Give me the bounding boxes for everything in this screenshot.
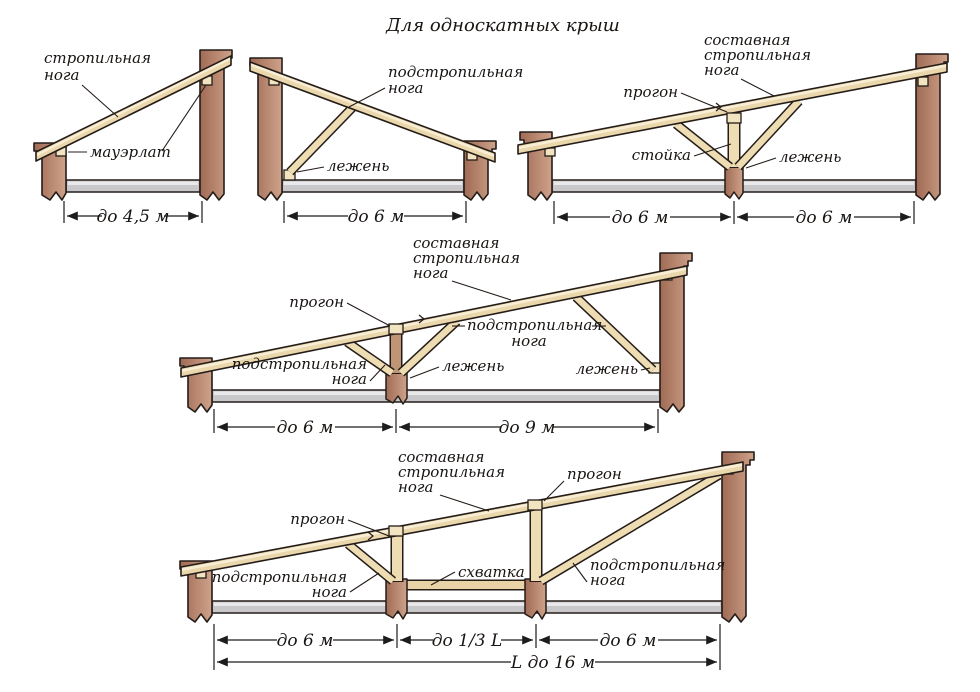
label-sub-rafter-right-2: нога: [511, 332, 547, 350]
label-lezhen: лежень: [779, 148, 842, 166]
floor-slab-highlight: [68, 182, 198, 186]
diagram-1-simple-rafter: [34, 49, 232, 227]
label-sub-rafter-2: нога: [388, 79, 424, 97]
leader-composite-rafter: [452, 281, 511, 300]
progon-block: [389, 324, 403, 334]
label-stoyka: стойка: [631, 146, 691, 164]
strut-left: [348, 544, 393, 581]
label-sub-rafter-left-1: подстропильная: [231, 355, 367, 373]
dim-right: до 9 м: [498, 418, 556, 438]
leader-sub-rafter-left: [350, 573, 379, 592]
label-lezhen-right: лежень: [575, 360, 638, 378]
leader-sub-rafter-right: [573, 563, 587, 582]
label-sub-rafter-right-1: подстропильная: [467, 316, 603, 334]
label-composite-rafter-3: нога: [704, 61, 740, 79]
label-composite-rafter-1: составная: [704, 31, 791, 49]
mauerlat-block-right: [918, 77, 928, 86]
lezhen-base-block-left: [386, 579, 407, 619]
progon-block: [727, 113, 741, 123]
label-composite-rafter-1: составная: [413, 234, 500, 252]
progon-block-right: [528, 500, 542, 510]
label-progon-right: прогон: [567, 465, 622, 483]
wall-right: [722, 452, 754, 622]
label-sub-rafter-left-1: подстропильная: [211, 568, 347, 586]
label-composite-rafter-3: нога: [398, 478, 434, 496]
label-progon: прогон: [623, 83, 678, 101]
progon-block-left: [389, 526, 403, 536]
floor-slab-highlight: [284, 182, 462, 186]
dim-span: до 6 м: [347, 207, 405, 227]
label-progon: прогон: [289, 293, 344, 311]
lezhen-base-block: [725, 166, 743, 199]
dim-right: до 6 м: [795, 208, 853, 228]
dim-total: L до 16 м: [510, 653, 596, 673]
leader-lezhen: [297, 167, 324, 172]
dim-span: до 4,5 м: [96, 207, 170, 227]
label-composite-rafter-2: стропильная: [398, 463, 506, 481]
label-sub-rafter-right-1: подстропильная: [590, 556, 726, 574]
label-rafter-leg-1: стропильная: [44, 49, 152, 67]
lezhen-base-block-right: [525, 579, 546, 619]
diagram-5-long-span-truss: [180, 448, 754, 673]
label-composite-rafter-3: нога: [413, 264, 449, 282]
label-composite-rafter-2: стропильная: [413, 249, 521, 267]
label-rafter-leg-2: нога: [44, 66, 80, 84]
leader-sub-rafter: [349, 88, 385, 107]
label-sub-rafter-right-2: нога: [590, 571, 626, 589]
label-lezhen-center: лежень: [442, 357, 505, 375]
dim-right: до 6 м: [599, 631, 657, 651]
dim-left: до 6 м: [276, 631, 334, 651]
leader-lezhen-center: [410, 367, 439, 378]
leader-rafter-leg: [82, 85, 118, 117]
dim-ticks: [554, 201, 914, 224]
label-lezhen: лежень: [327, 157, 390, 175]
label-composite-rafter-1: составная: [398, 448, 485, 466]
label-sub-rafter-left-2: нога: [331, 370, 367, 388]
dim-left: до 6 м: [276, 418, 334, 438]
label-composite-rafter-2: стропильная: [704, 46, 812, 64]
dim-left: до 6 м: [611, 208, 669, 228]
label-sub-rafter-1: подстропильная: [388, 63, 524, 81]
page-title: Для односкатных крыш: [386, 15, 620, 36]
dim-middle: до 1/3 L: [431, 631, 503, 651]
label-progon-left: прогон: [290, 510, 345, 528]
floor-slab-highlight: [214, 603, 720, 607]
label-sub-rafter-left-2: нога: [311, 583, 347, 601]
floor-slab-highlight: [214, 392, 658, 396]
label-mauerlat: мауэрлат: [90, 143, 171, 161]
diagram-3-post-truss: [518, 31, 948, 228]
diagram-2-strut-rafter: [250, 58, 523, 227]
diagram-4-two-span-truss: [180, 234, 692, 438]
leader-progon: [347, 303, 390, 326]
label-skhvatka: схватка: [458, 563, 525, 581]
leader-composite-rafter: [741, 79, 774, 96]
leader-composite-rafter: [440, 495, 489, 511]
